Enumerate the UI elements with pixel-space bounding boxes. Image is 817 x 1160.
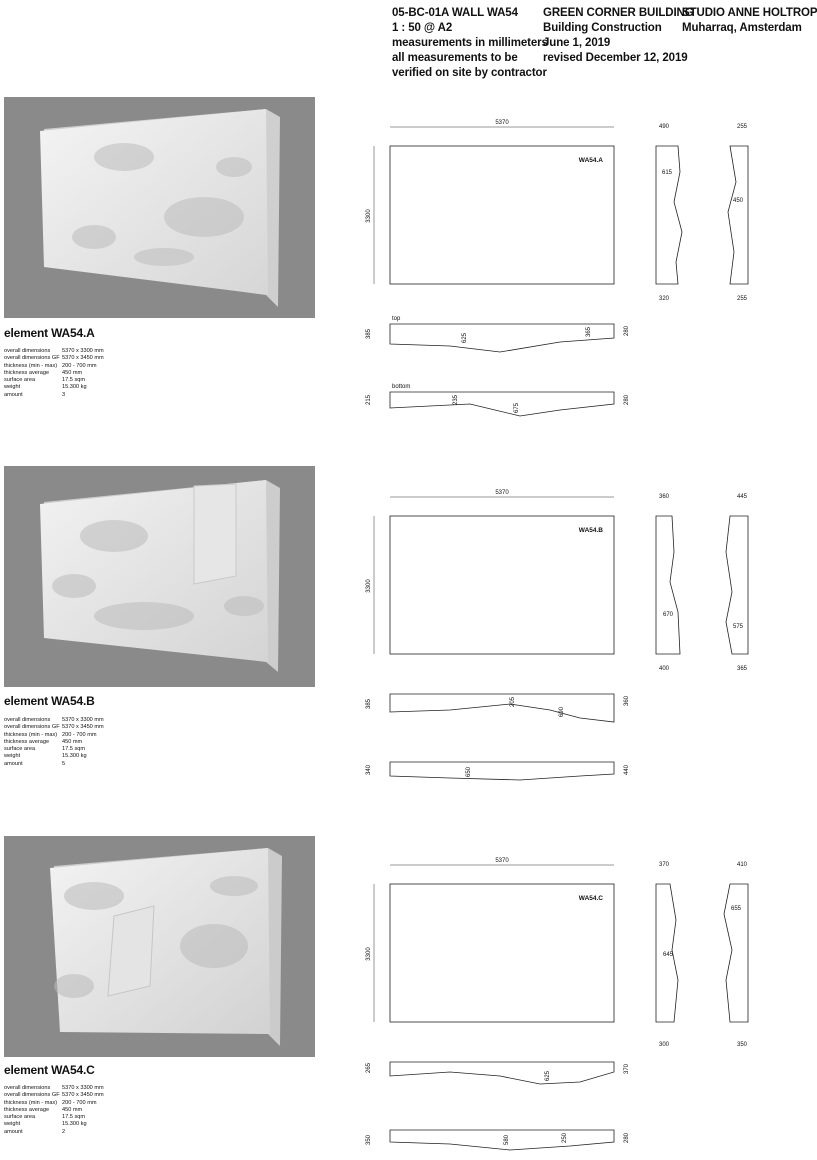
property-value: 450 mm xyxy=(62,369,83,376)
project-name: GREEN CORNER BUILDING xyxy=(543,7,694,19)
height-dimension: 3300 xyxy=(366,947,372,961)
side-mid-dimension: 615 xyxy=(661,170,673,176)
bottom-section-outline xyxy=(390,762,614,780)
property-row xyxy=(4,370,154,377)
property-value: 5370 x 3450 mm xyxy=(62,724,104,731)
property-key: amount xyxy=(4,391,23,398)
property-key: overall dimensions xyxy=(4,717,51,723)
side-mid-dimension: 645 xyxy=(662,952,674,958)
element-properties xyxy=(4,717,154,768)
element-title: element WA54.C xyxy=(4,1063,95,1077)
side-mid-dimension: 575 xyxy=(732,624,744,630)
side-section-outline xyxy=(656,146,682,284)
drawing-set xyxy=(360,482,748,782)
top-section-outline xyxy=(390,324,614,352)
elevation-outline xyxy=(390,516,614,654)
studio-location: Muharraq, Amsterdam xyxy=(682,22,802,34)
side-top-dimension: 360 xyxy=(658,494,670,500)
property-row xyxy=(4,746,154,753)
side-bottom-dimension: 320 xyxy=(658,296,670,302)
side-top-dimension: 490 xyxy=(658,124,670,130)
property-row xyxy=(4,1085,154,1092)
property-key: overall dimensions GF xyxy=(4,1092,60,1099)
property-key: overall dimensions GF xyxy=(4,355,60,362)
top-section-outline xyxy=(390,1062,614,1084)
project-date: June 1, 2019 xyxy=(543,37,611,49)
drawing-set xyxy=(360,850,748,1150)
height-dimension: 3300 xyxy=(366,209,372,223)
property-key: amount xyxy=(4,760,23,767)
property-key: surface area xyxy=(4,377,36,384)
bottom-section-outline xyxy=(390,392,614,416)
property-value: 5 xyxy=(62,760,66,767)
property-key: weight xyxy=(4,753,21,760)
element-tag: WA54.C xyxy=(578,895,603,902)
element-properties xyxy=(4,1085,154,1136)
section-left-dimension: 340 xyxy=(366,764,372,776)
property-value: 5370 x 3300 mm xyxy=(62,348,104,354)
property-row xyxy=(4,392,154,399)
section-left-dimension: 265 xyxy=(366,1062,372,1074)
element-tag: WA54.B xyxy=(578,527,603,534)
side-top-dimension: 410 xyxy=(736,862,748,868)
side-bottom-dimension: 350 xyxy=(736,1042,748,1048)
property-row xyxy=(4,1107,154,1114)
property-row xyxy=(4,1092,154,1099)
side-mid-dimension: 450 xyxy=(732,198,744,204)
section-depth-dimension: 690 xyxy=(559,706,565,718)
section-depth-dimension: 365 xyxy=(586,326,592,338)
property-value: 200 - 700 mm xyxy=(62,1099,97,1106)
section-label: bottom xyxy=(392,384,411,390)
side-bottom-dimension: 255 xyxy=(736,296,748,302)
drawing-set xyxy=(360,112,748,414)
property-row xyxy=(4,753,154,760)
section-left-dimension: 385 xyxy=(366,698,372,710)
side-top-dimension: 255 xyxy=(736,124,748,130)
property-value: 5370 x 3450 mm xyxy=(62,355,104,362)
side-bottom-dimension: 400 xyxy=(658,666,670,672)
studio-name: STUDIO ANNE HOLTROP xyxy=(682,7,817,19)
property-row xyxy=(4,761,154,768)
element-title: element WA54.A xyxy=(4,326,95,340)
property-key: thickness average xyxy=(4,1106,50,1113)
side-section-outline xyxy=(726,516,748,654)
property-key: surface area xyxy=(4,746,36,753)
property-key: surface area xyxy=(4,1114,36,1121)
property-value: 17.5 sqm xyxy=(62,1114,86,1121)
sheet-note: measurements in millimeters xyxy=(392,37,548,49)
section-left-dimension: 385 xyxy=(366,328,372,340)
side-bottom-dimension: 300 xyxy=(658,1042,670,1048)
property-value: 15.300 kg xyxy=(62,1121,87,1128)
property-value: 17.5 sqm xyxy=(62,377,86,384)
property-row xyxy=(4,355,154,362)
property-key: overall dimensions GF xyxy=(4,724,60,731)
property-value: 450 mm xyxy=(62,1106,83,1113)
element-tag: WA54.A xyxy=(578,157,603,164)
section-label: top xyxy=(392,316,401,322)
section-right-dimension: 440 xyxy=(624,764,630,776)
side-top-dimension: 445 xyxy=(736,494,748,500)
section-right-dimension: 370 xyxy=(624,1063,630,1075)
width-dimension: 5370 xyxy=(495,858,509,864)
property-key: thickness (min - max) xyxy=(4,1099,58,1106)
property-key: thickness (min - max) xyxy=(4,362,58,369)
sheet-code: 05-BC-01A WALL WA54 xyxy=(392,7,518,19)
property-row xyxy=(4,724,154,731)
sheet-scale: 1 : 50 @ A2 xyxy=(392,22,453,34)
side-section-outline xyxy=(724,884,748,1022)
section-depth-dimension: 625 xyxy=(462,332,468,344)
project-phase: Building Construction xyxy=(543,22,662,34)
property-row xyxy=(4,1114,154,1121)
section-depth-dimension: 580 xyxy=(504,1134,510,1146)
property-row xyxy=(4,377,154,384)
property-key: overall dimensions xyxy=(4,348,51,354)
property-row xyxy=(4,1100,154,1107)
section-depth-dimension: 250 xyxy=(562,1132,568,1144)
property-value: 15.300 kg xyxy=(62,384,87,391)
project-info xyxy=(543,6,694,66)
property-row xyxy=(4,732,154,739)
property-value: 200 - 700 mm xyxy=(62,731,97,738)
section-right-dimension: 360 xyxy=(624,695,630,707)
property-row xyxy=(4,384,154,391)
section-left-dimension: 350 xyxy=(366,1134,372,1146)
section-right-dimension: 280 xyxy=(624,325,630,337)
element-title: element WA54.B xyxy=(4,694,95,708)
property-key: weight xyxy=(4,384,21,391)
elevation-outline xyxy=(390,146,614,284)
side-section-outline xyxy=(656,516,680,654)
section-depth-dimension: 675 xyxy=(514,402,520,414)
element-photo xyxy=(4,836,315,1057)
property-value: 2 xyxy=(62,1128,66,1135)
side-top-dimension: 370 xyxy=(658,862,670,868)
sheet-note: all measurements to be xyxy=(392,52,518,64)
project-revision: revised December 12, 2019 xyxy=(543,52,688,64)
section-depth-dimension: 205 xyxy=(510,696,516,708)
property-row xyxy=(4,717,154,724)
property-value: 15.300 kg xyxy=(62,753,87,760)
studio-info xyxy=(682,6,817,36)
property-key: overall dimensions xyxy=(4,1085,51,1091)
property-row xyxy=(4,363,154,370)
section-depth-dimension: 625 xyxy=(545,1070,551,1082)
bottom-section-outline xyxy=(390,1130,614,1150)
width-dimension: 5370 xyxy=(495,490,509,496)
property-value: 5370 x 3300 mm xyxy=(62,1085,104,1091)
height-dimension: 3300 xyxy=(366,579,372,593)
property-key: amount xyxy=(4,1128,23,1135)
element-photo xyxy=(4,97,315,318)
section-left-dimension: 215 xyxy=(366,394,372,406)
property-value: 5370 x 3450 mm xyxy=(62,1092,104,1099)
section-right-dimension: 280 xyxy=(624,1132,630,1144)
property-value: 450 mm xyxy=(62,738,83,745)
property-value: 3 xyxy=(62,391,66,398)
property-key: thickness (min - max) xyxy=(4,731,58,738)
element-photo xyxy=(4,466,315,687)
side-section-outline xyxy=(728,146,748,284)
section-depth-dimension: 235 xyxy=(453,394,459,406)
width-dimension: 5370 xyxy=(495,120,509,126)
top-section-outline xyxy=(390,694,614,722)
section-right-dimension: 280 xyxy=(624,394,630,406)
side-mid-dimension: 655 xyxy=(730,906,742,912)
side-mid-dimension: 670 xyxy=(662,612,674,618)
property-key: thickness average xyxy=(4,369,50,376)
property-row xyxy=(4,1129,154,1136)
property-row xyxy=(4,1121,154,1128)
property-value: 17.5 sqm xyxy=(62,746,86,753)
property-row xyxy=(4,739,154,746)
section-depth-dimension: 650 xyxy=(466,766,472,778)
elevation-outline xyxy=(390,884,614,1022)
sheet-info xyxy=(392,6,548,81)
property-value: 5370 x 3300 mm xyxy=(62,717,104,723)
element-properties xyxy=(4,348,154,399)
sheet-note: verified on site by contractor xyxy=(392,67,547,79)
side-bottom-dimension: 365 xyxy=(736,666,748,672)
property-row xyxy=(4,348,154,355)
property-key: weight xyxy=(4,1121,21,1128)
property-key: thickness average xyxy=(4,738,50,745)
property-value: 200 - 700 mm xyxy=(62,362,97,369)
